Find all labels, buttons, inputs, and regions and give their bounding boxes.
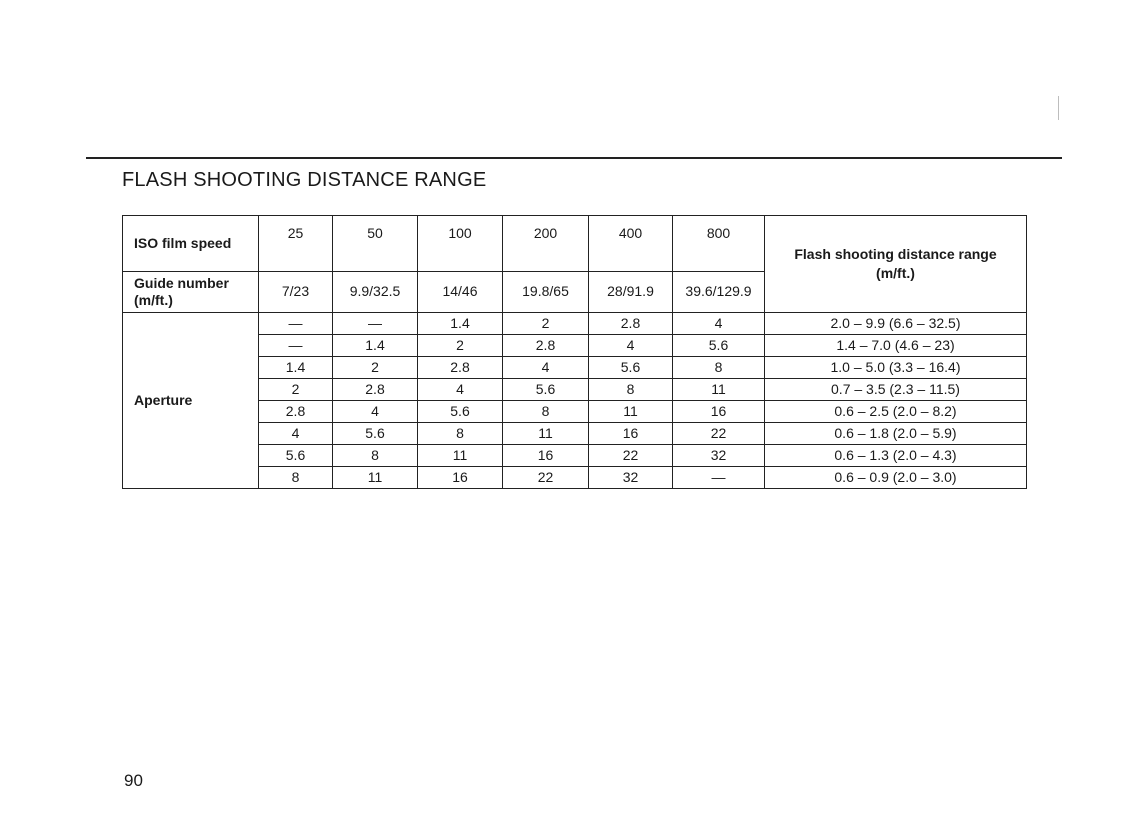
aperture-cell: 2 xyxy=(503,313,589,335)
aperture-cell: 16 xyxy=(589,423,673,445)
aperture-cell: 2.8 xyxy=(333,379,418,401)
aperture-cell: 8 xyxy=(333,445,418,467)
aperture-cell: 1.4 xyxy=(333,335,418,357)
aperture-cell: — xyxy=(259,313,333,335)
aperture-cell: 5.6 xyxy=(418,401,503,423)
aperture-cell: 22 xyxy=(589,445,673,467)
aperture-cell: 4 xyxy=(589,335,673,357)
distance-range-cell: 1.4 – 7.0 (4.6 – 23) xyxy=(765,335,1027,357)
page-number: 90 xyxy=(124,771,143,790)
aperture-cell: 2.8 xyxy=(503,335,589,357)
guide-number-unit: (m/ft.) xyxy=(134,292,173,308)
range-header-title: Flash shooting distance range xyxy=(794,245,997,262)
aperture-cell: 8 xyxy=(418,423,503,445)
aperture-cell: 16 xyxy=(418,467,503,489)
distance-range-cell: 0.6 – 1.8 (2.0 – 5.9) xyxy=(765,423,1027,445)
distance-range-cell: 0.6 – 1.3 (2.0 – 4.3) xyxy=(765,445,1027,467)
distance-range-cell: 0.6 – 2.5 (2.0 – 8.2) xyxy=(765,401,1027,423)
aperture-cell: 5.6 xyxy=(589,357,673,379)
guide-number-cell: 19.8/65 xyxy=(503,272,589,313)
guide-number-title: Guide number xyxy=(134,274,229,291)
aperture-cell: 4 xyxy=(259,423,333,445)
aperture-row xyxy=(123,423,1027,445)
iso-speed-row xyxy=(123,216,1027,272)
aperture-cell: 2.8 xyxy=(589,313,673,335)
aperture-cell: 2 xyxy=(418,335,503,357)
aperture-cell: 11 xyxy=(418,445,503,467)
aperture-cell: 22 xyxy=(673,423,765,445)
aperture-cell: 11 xyxy=(673,379,765,401)
guide-number-cell: 9.9/32.5 xyxy=(333,272,418,313)
distance-range-cell: 2.0 – 9.9 (6.6 – 32.5) xyxy=(765,313,1027,335)
aperture-cell: 2.8 xyxy=(259,401,333,423)
aperture-row xyxy=(123,467,1027,489)
aperture-cell: 4 xyxy=(673,313,765,335)
guide-number-cell: 7/23 xyxy=(259,272,333,313)
iso-speed-label: ISO film speed xyxy=(123,216,259,272)
aperture-cell: 8 xyxy=(503,401,589,423)
aperture-cell: — xyxy=(259,335,333,357)
distance-range-cell: 0.6 – 0.9 (2.0 – 3.0) xyxy=(765,467,1027,489)
aperture-cell: 1.4 xyxy=(418,313,503,335)
aperture-cell: 4 xyxy=(503,357,589,379)
iso-speed-cell: 400 xyxy=(589,216,673,272)
aperture-cell: 4 xyxy=(333,401,418,423)
range-header xyxy=(765,216,1027,313)
aperture-cell: 16 xyxy=(673,401,765,423)
aperture-cell: 8 xyxy=(673,357,765,379)
aperture-cell: 1.4 xyxy=(259,357,333,379)
header-rule xyxy=(86,157,1062,159)
aperture-cell: — xyxy=(333,313,418,335)
distance-range-cell: 0.7 – 3.5 (2.3 – 11.5) xyxy=(765,379,1027,401)
page-title: FLASH SHOOTING DISTANCE RANGE xyxy=(122,169,487,191)
iso-speed-cell: 800 xyxy=(673,216,765,272)
iso-speed-cell: 25 xyxy=(259,216,333,272)
aperture-cell: 11 xyxy=(333,467,418,489)
aperture-cell: 32 xyxy=(589,467,673,489)
aperture-cell: 5.6 xyxy=(503,379,589,401)
aperture-cell: 2 xyxy=(333,357,418,379)
iso-speed-cell: 100 xyxy=(418,216,503,272)
guide-number-cell: 14/46 xyxy=(418,272,503,313)
aperture-cell: 8 xyxy=(259,467,333,489)
aperture-row xyxy=(123,313,1027,335)
distance-range-cell: 1.0 – 5.0 (3.3 – 16.4) xyxy=(765,357,1027,379)
aperture-row xyxy=(123,379,1027,401)
aperture-cell: 32 xyxy=(673,445,765,467)
flash-distance-table xyxy=(122,215,1027,489)
aperture-cell: 5.6 xyxy=(259,445,333,467)
aperture-row xyxy=(123,357,1027,379)
aperture-cell: 11 xyxy=(589,401,673,423)
aperture-cell: 8 xyxy=(589,379,673,401)
aperture-cell: 4 xyxy=(418,379,503,401)
aperture-cell: 2.8 xyxy=(418,357,503,379)
aperture-cell: 5.6 xyxy=(333,423,418,445)
aperture-cell: 2 xyxy=(259,379,333,401)
aperture-cell: 16 xyxy=(503,445,589,467)
iso-speed-cell: 200 xyxy=(503,216,589,272)
range-header-unit: (m/ft.) xyxy=(876,265,915,281)
aperture-cell: 22 xyxy=(503,467,589,489)
guide-number-cell: 39.6/129.9 xyxy=(673,272,765,313)
guide-number-cell: 28/91.9 xyxy=(589,272,673,313)
aperture-row xyxy=(123,335,1027,357)
guide-number-label xyxy=(123,272,259,313)
aperture-cell: — xyxy=(673,467,765,489)
aperture-cell: 5.6 xyxy=(673,335,765,357)
scan-mark xyxy=(1058,96,1059,120)
iso-speed-cell: 50 xyxy=(333,216,418,272)
aperture-cell: 11 xyxy=(503,423,589,445)
aperture-label: Aperture xyxy=(123,313,259,489)
aperture-row xyxy=(123,445,1027,467)
aperture-row xyxy=(123,401,1027,423)
